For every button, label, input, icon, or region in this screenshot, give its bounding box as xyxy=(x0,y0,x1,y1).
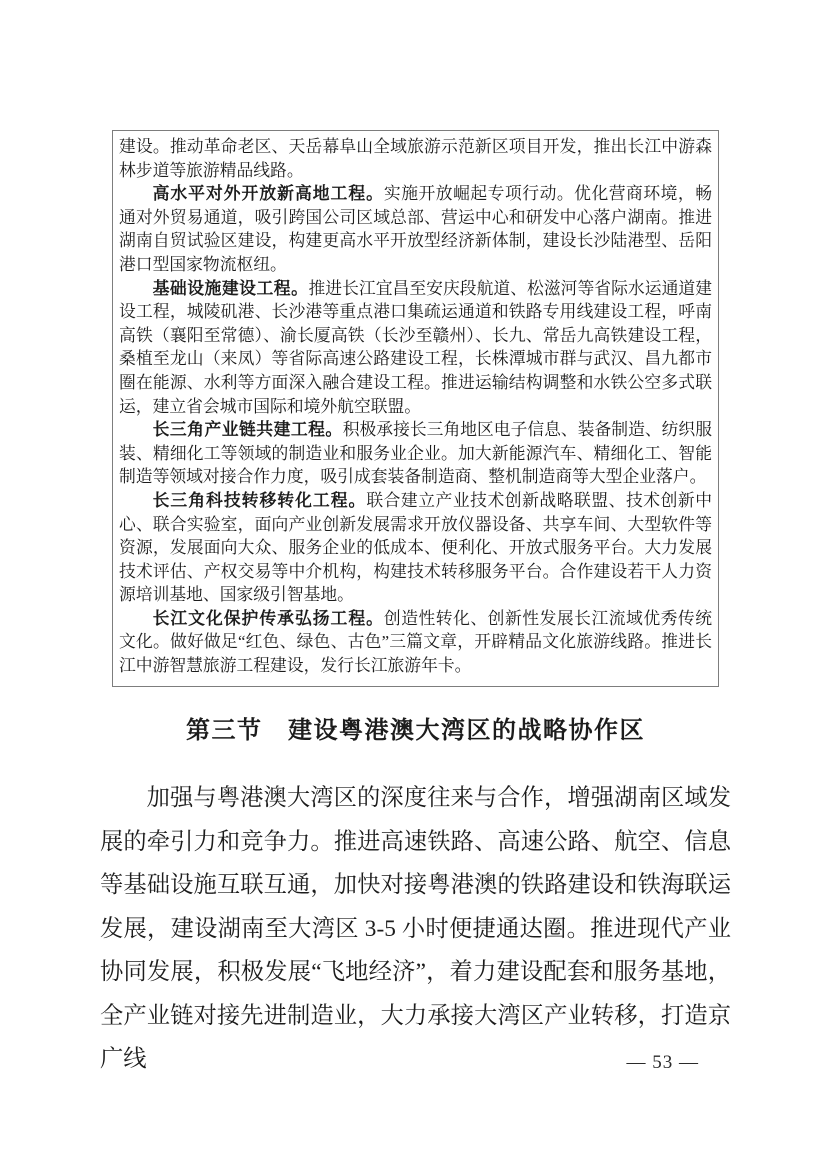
paragraph-text: 积极承接长三角地区电子信息、装备制造、纺织服装、精细化工等领域的制造业和服务业企业。加大新能源汽车、精细化工、智能制造等领域对接合作力度，吸引成套装备制造商、整机制造商等大型企业落户。 xyxy=(119,420,712,487)
paragraph-text: 联合建立产业技术创新战略联盟、技术创新中心、联合实验室，面向产业创新发展需求开放仪器设备、共享车间、大型软件等资源，发展面向大众、服务企业的低成本、便利化、开放式服务平台。大力发展技术评估、产权交易等中介机构，构建技术转移服务平台。合作建设若干人力资源培训基地、国家级引智基地。 xyxy=(119,490,712,605)
box-paragraph-infrastructure xyxy=(119,277,712,419)
box-paragraph-industry-chain xyxy=(119,418,712,489)
paragraph-text: 建设。推动革命老区、天岳幕阜山全域旅游示范新区项目开发，推出长江中游森林步道等旅游精品线路。 xyxy=(119,137,712,180)
paragraph-label: 长江文化保护传承弘扬工程。 xyxy=(152,608,384,628)
paragraph-text: 推进长江宜昌至安庆段航道、松滋河等省际水运通道建设工程，城陵矶港、长沙港等重点港口集疏运通道和铁路专用线建设工程，呼南高铁（襄阳至常德）、渝长厦高铁（长沙至赣州）、长九、常岳九高铁建设工程，桑植至龙山（来凤）等省际高速公路建设工程，长株潭城市群与武汉、昌九都市圈在能源、水利等方面深入融合建设工程。推进运输结构调整和水铁公空多式联运，建立省会城市国际和境外航空联盟。 xyxy=(119,278,712,416)
paragraph-label: 长三角科技转移转化工程。 xyxy=(152,490,367,510)
box-paragraph-continuation xyxy=(119,135,712,182)
paragraph-label: 高水平对外开放新高地工程。 xyxy=(152,184,384,204)
paragraph-text: 创造性转化、创新性发展长江流域优秀传统文化。做好做足“红色、绿色、古色”三篇文章，开辟精品文化旅游线路。推进长江中游智慧旅游工程建设，发行长江旅游年卡。 xyxy=(119,608,712,676)
paragraph-text: 实施开放崛起专项行动。优化营商环境，畅通对外贸易通道，吸引跨国公司区域总部、营运中心和研发中心落户湖南。推进湖南自贸试验区建设，构建更高水平开放型经济新体制，建设长沙陆港型、岳阳港口型国家物流枢纽。 xyxy=(119,184,712,274)
section-heading: 第三节 建设粤港澳大湾区的战略协作区 xyxy=(186,718,645,744)
page-number: — 53 — xyxy=(626,1052,699,1073)
body-paragraph: 加强与粤港澳大湾区的深度往来与合作，增强湖南区域发展的牵引力和竞争力。推进高速铁路、高速公路、航空、信息等基础设施互联互通，加快对接粤港澳的铁路建设和铁海联运发展，建设湖南至大湾区 3-5 小时便捷通达圈。推进现代产业协同发展，积极发展“飞地经济”，着力建设配套和服务基地，全产业链对接先进制造业，大力承接大湾区产业转移，打造京广线 xyxy=(100,785,731,1072)
box-paragraph-open-up xyxy=(119,182,712,276)
project-box xyxy=(112,130,719,687)
paragraph-label: 长三角产业链共建工程。 xyxy=(152,420,343,440)
box-paragraph-tech-transfer xyxy=(119,489,712,607)
box-paragraph-culture xyxy=(119,607,712,678)
paragraph-label: 基础设施建设工程。 xyxy=(152,278,309,298)
